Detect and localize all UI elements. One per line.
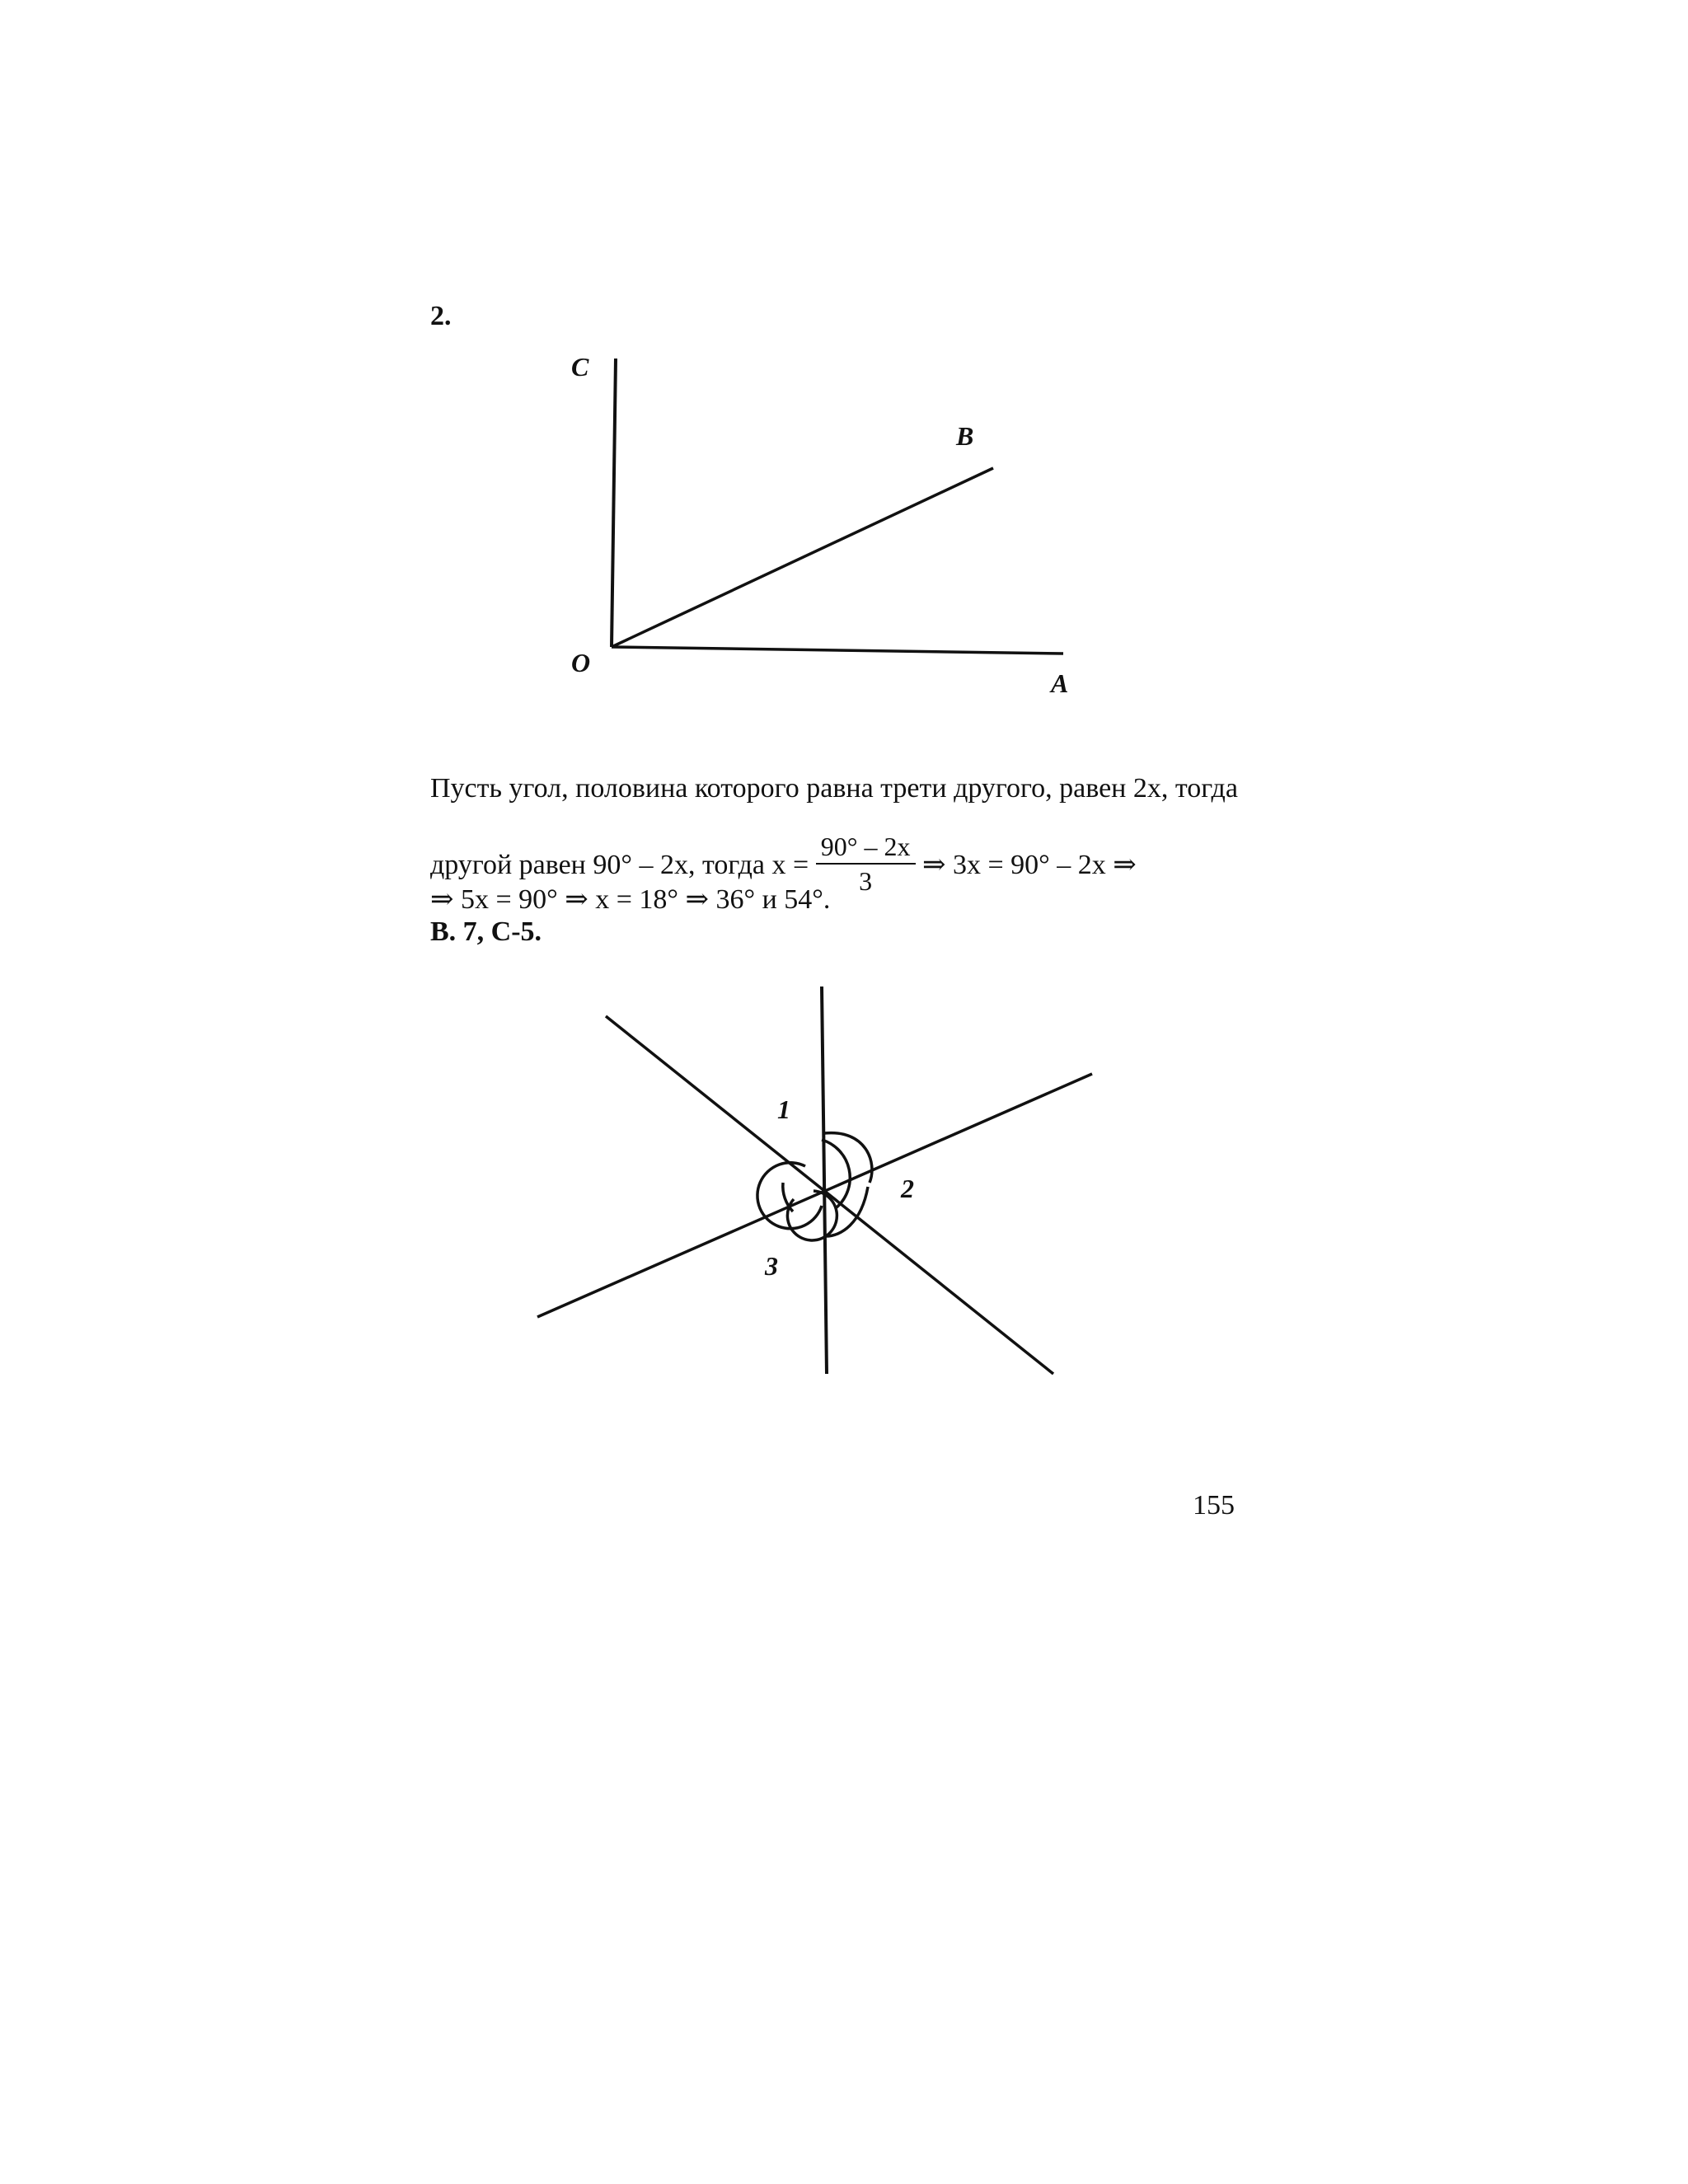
- angle-label-2: 2: [901, 1174, 914, 1203]
- angle-figure-1-svg: [515, 338, 1109, 709]
- fraction-numerator: 90° – 2x: [816, 833, 916, 865]
- solution-line-3: ⇒ 5x = 90° ⇒ x = 18° ⇒ 36° и 54°.: [430, 884, 831, 915]
- diagonal-line-up: [537, 1074, 1092, 1317]
- fraction: [816, 833, 916, 894]
- solution-line-2-prefix: другой равен 90° – 2x, тогда x =: [430, 849, 809, 880]
- section-number: 2.: [430, 301, 452, 331]
- page-number: 155: [1193, 1490, 1235, 1521]
- label-b: B: [956, 421, 974, 451]
- angle-arc-right-outer: [824, 1133, 872, 1183]
- diagonal-line-down: [606, 1016, 1053, 1374]
- ray-oc: [612, 359, 616, 647]
- vertical-line: [822, 987, 827, 1374]
- label-a: A: [1051, 668, 1069, 698]
- solution-line-2-suffix: ⇒ 3x = 90° – 2x ⇒: [922, 849, 1137, 880]
- angle-figure-1: [515, 338, 1109, 709]
- label-o: O: [571, 648, 591, 677]
- angles-figure-2-svg: [528, 977, 1121, 1405]
- ray-oa: [612, 647, 1063, 654]
- label-c: C: [571, 352, 589, 382]
- angles-figure-2: [528, 977, 1121, 1405]
- angle-arc-inner: [787, 1191, 837, 1240]
- solution-line-1: Пусть угол, половина которого равна трети другого, равен 2x, тогда: [430, 773, 1238, 804]
- fraction-denominator: 3: [859, 866, 873, 896]
- exercise-heading: В. 7, С-5.: [430, 916, 542, 947]
- ray-ob: [612, 468, 993, 647]
- angle-label-1: 1: [777, 1094, 790, 1124]
- angle-label-3: 3: [765, 1251, 778, 1281]
